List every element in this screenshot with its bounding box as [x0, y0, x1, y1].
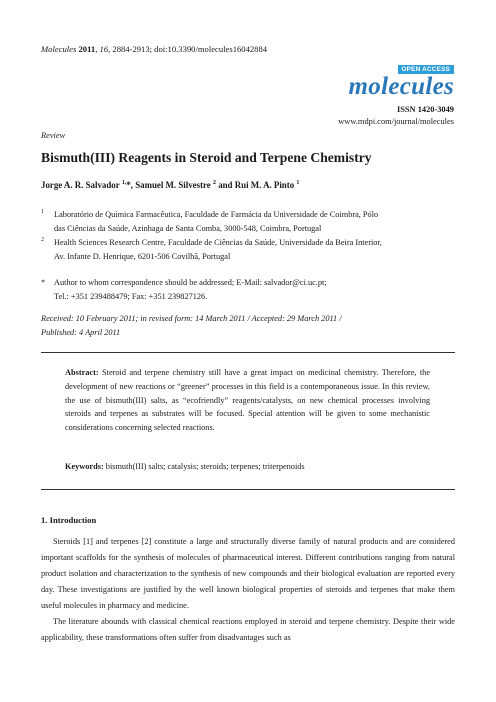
dates-line: Received: 10 February 2011; in revised form: 14 March 2011 / Accepted: 29 March 2011 /	[41, 314, 342, 323]
section-heading: 1. Introduction	[41, 515, 97, 525]
issn: ISSN 1420-3049	[396, 105, 454, 114]
journal-logo: molecules	[348, 73, 454, 100]
citation-journal: Molecules	[41, 44, 77, 54]
dates-line: Published: 4 April 2011	[41, 327, 121, 337]
affiliation-2	[41, 236, 461, 264]
article-type: Review	[41, 131, 66, 140]
corresponding-mark: *	[126, 180, 131, 190]
body-paragraph: The literature abounds with classical chemical reactions employed in steroid and terpene chemistry. Despite their wide applicability, these transformations often suffer from disadvantages such as	[41, 617, 455, 642]
author-separator: ,	[130, 180, 136, 190]
open-access-badge: OPEN ACCESS	[398, 65, 454, 74]
journal-url[interactable]: www.mdpi.com/journal/molecules	[338, 117, 454, 126]
correspondence	[41, 276, 461, 304]
keywords-label: Keywords:	[65, 462, 104, 471]
affiliation-number: 2	[41, 237, 44, 243]
keywords-text: bismuth(III) salts; catalysis; steroids; terpenes; triterpenoids	[103, 462, 305, 471]
citation-line: Molecules 2011, 16, 2884-2913; doi:10.3390/molecules16042884	[41, 44, 268, 54]
affiliation-line: das Ciências da Saúde, Azinhaga de Santa Comba, 3000-548, Coimbra, Portugal	[54, 223, 322, 233]
affiliation-line: Av. Infante D. Henrique, 6201-506 Covilhã, Portugal	[54, 251, 231, 261]
author-list	[41, 180, 299, 190]
affiliation-1	[41, 208, 461, 236]
citation-rest: , 2884-2913; doi:10.3390/molecules16042884	[108, 44, 268, 54]
abstract-label: Abstract:	[65, 368, 99, 377]
author-affil-mark: 2	[212, 180, 216, 187]
divider-bottom	[41, 489, 455, 490]
author-affil-mark: 1,	[121, 180, 127, 187]
corresponding-mark: *	[41, 278, 46, 287]
publication-dates	[41, 312, 461, 339]
divider-top	[41, 352, 455, 353]
keywords	[65, 462, 305, 471]
article-title: Bismuth(III) Reagents in Steroid and Terpene Chemistry	[41, 150, 372, 165]
correspondence-line: Author to whom correspondence should be addressed; E-Mail: salvador@ci.uc.pt;	[54, 278, 327, 287]
author-name: Rui M. A. Pinto	[234, 180, 295, 190]
affiliation-line: Health Sciences Research Centre, Faculdade de Ciências da Saúde, Universidade da Beira Interior,	[54, 238, 382, 247]
citation-volume: 16	[99, 44, 109, 54]
body-paragraph: Steroids [1] and terpenes [2] constitute a large and structurally diverse family of natural products and are considered important scaffolds for the synthesis of molecules of pharmaceutical interest. Different contributions ranging from natural product isolation and characterization to the synthesis of new compounds and their biological evaluation are reported every day. These investigations are justified by the well known biological properties of steroids and terpenes that make them useful molecules in pharmacy and medicine.	[41, 537, 455, 610]
affiliation-line: Laboratório de Química Farmacêutica, Faculdade de Farmácia da Universidade de Coimbra, Pólo	[54, 210, 379, 219]
intro-body	[41, 534, 455, 646]
author-name: Samuel M. Silvestre	[135, 180, 211, 190]
abstract-text: Steroid and terpene chemistry still have a great impact on medicinal chemistry. Therefore, the development of new reactions or “greener” processes in this field is a contemporaneous issue. In this review, the use of bismuth(III) salts, as “ecofriendly” reagents/catalysts, on new chemical processes involving steroids and terpenes as substrates will be focused. Special attention will be given to some mechanistic considerations concerning selected reactions.	[65, 368, 430, 433]
author-affil-mark: 1	[296, 180, 300, 187]
affiliation-number: 1	[41, 209, 44, 215]
author-separator: and	[215, 180, 235, 190]
correspondence-line: Tel.: +351 239488479; Fax: +351 239827126.	[54, 291, 208, 301]
abstract	[65, 366, 430, 435]
citation-year: 2011	[78, 44, 96, 54]
author-name: Jorge A. R. Salvador	[41, 180, 120, 190]
